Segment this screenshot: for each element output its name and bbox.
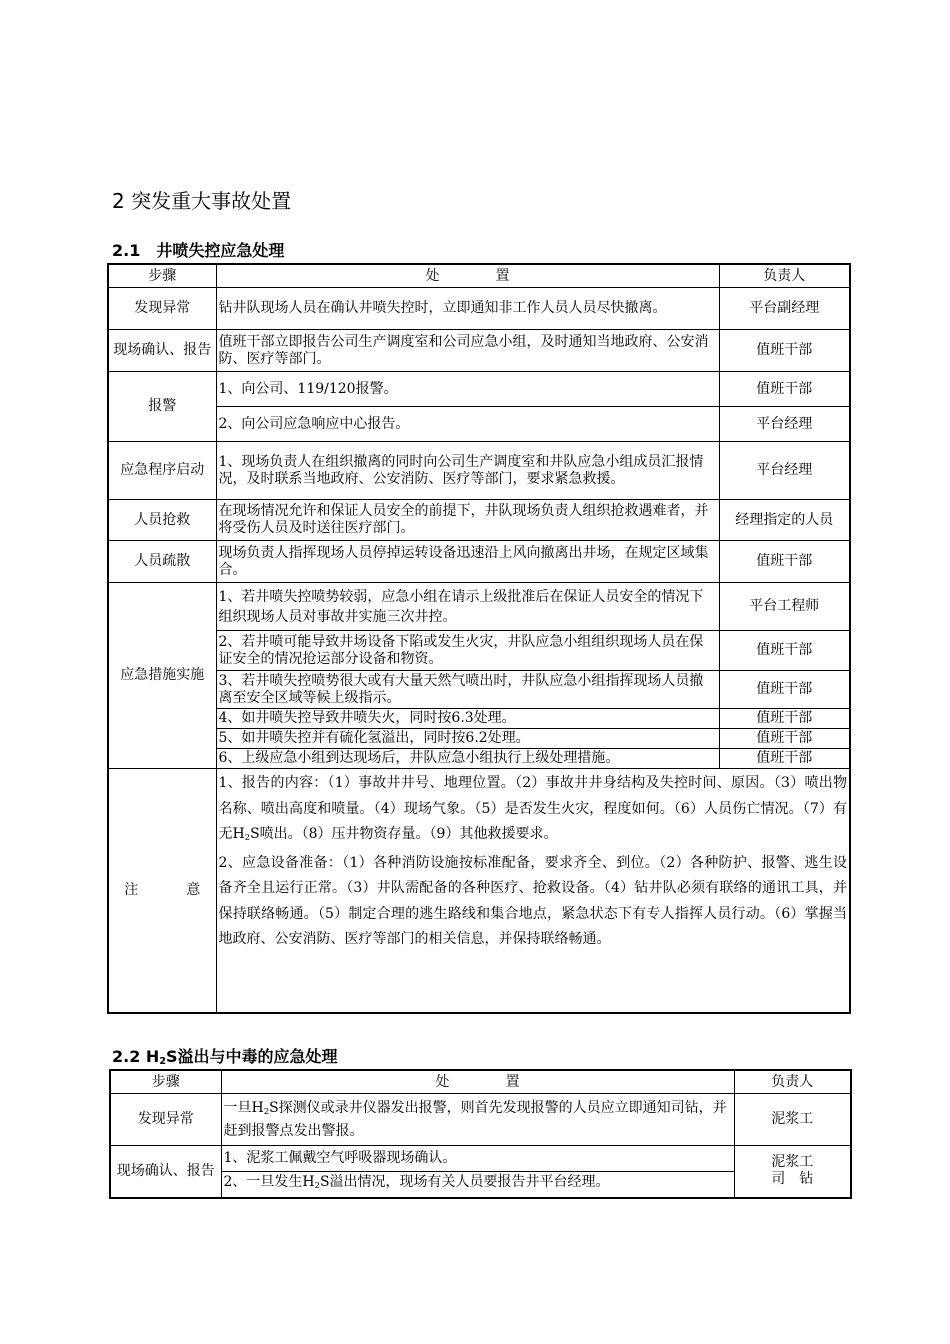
table-row <box>108 631 850 671</box>
table-row <box>108 442 850 500</box>
owner-cell: 泥浆工 <box>734 1094 851 1146</box>
owner-cell: 值班干部 <box>719 541 850 583</box>
note-row <box>108 769 850 1013</box>
table-row <box>108 500 850 541</box>
note-label-right: 意 <box>186 881 201 898</box>
step-cell: 现场确认、报告 <box>108 330 216 372</box>
subsection-title-well-blowout: 2.1 井喷失控应急处理 <box>112 241 285 260</box>
owner-cell: 值班干部 <box>719 729 850 749</box>
action-cell: 1、泥浆工佩戴空气呼吸器现场确认。 <box>221 1146 734 1172</box>
note-label-left: 注 <box>124 881 139 898</box>
table-row <box>108 583 850 631</box>
header-owner: 负责人 <box>734 1070 851 1094</box>
owner-cell: 值班干部 <box>719 671 850 709</box>
table-row <box>108 407 850 442</box>
action-cell: 3、若井喷失控喷势很大或有大量天然气喷出时，井队应急小组指挥现场人员撤离至安全区域等候上级指示。 <box>216 671 719 709</box>
section-title: 2 突发重大事故处置 <box>112 189 292 213</box>
owner-cell: 值班干部 <box>719 709 850 729</box>
table-row <box>108 729 850 749</box>
step-cell: 应急程序启动 <box>108 442 216 500</box>
step-cell: 应急措施实施 <box>108 583 216 769</box>
header-step: 步骤 <box>108 264 216 288</box>
note-label <box>108 769 216 1013</box>
owner-line: 司 钻 <box>771 1171 814 1188</box>
subsection-title-h2s: 2.2 $H_2S$溢出与中毒的应急处理 <box>112 1047 338 1067</box>
action-cell: 6、上级应急小组到达现场后，井队应急小组执行上级处理措施。 <box>216 749 719 769</box>
owner-line: 泥浆工 <box>771 1154 814 1171</box>
action-cell: 在现场情况允许和保证人员安全的前提下，井队现场负责人组织抢救遇难者，并将受伤人员及时送往医疗部门。 <box>216 500 719 541</box>
owner-cell: 平台工程师 <box>719 583 850 631</box>
header-action: 处 置 <box>221 1070 734 1094</box>
table-row <box>110 1146 851 1172</box>
owner-cell: 平台副经理 <box>719 288 850 330</box>
action-cell: 1、若井喷失控喷势较弱，应急小组在请示上级批准后在保证人员安全的情况下组织现场人员对事故井实施三次井控。 <box>216 583 719 631</box>
step-cell: 现场确认、报告 <box>110 1146 221 1198</box>
table-header-row <box>108 264 850 288</box>
table-header-row <box>110 1070 851 1094</box>
table-row <box>108 541 850 583</box>
owner-cell: 值班干部 <box>719 631 850 671</box>
action-cell: 1、向公司、119/120报警。 <box>216 372 719 407</box>
note-paragraph-equipment: 2、应急设备准备：（1）各种消防设施按标准配备，要求齐全、到位。（2）各种防护、报警、逃生设备齐全且运行正常。（3）井队需配备的各种医疗、抢救设备。（4）钻井队必须有联络的通讯工具，并保持联络畅通。（5）制定合理的逃生路线和集合地点，紧急状态下有专人指挥人员行动。（6）掌握当地政府、公安消防、医疗等部门的相关信息，并保持联络畅通。 <box>218 854 847 947</box>
header-action: 处 置 <box>216 264 719 288</box>
step-cell: 发现异常 <box>108 288 216 330</box>
action-cell: 值班干部立即报告公司生产调度室和公司应急小组，及时通知当地政府、公安消防、医疗等部门。 <box>216 330 719 372</box>
step-cell: 报警 <box>108 372 216 442</box>
header-step: 步骤 <box>110 1070 221 1094</box>
owner-cell <box>734 1146 851 1198</box>
table-row <box>108 709 850 729</box>
action-cell: 4、如井喷失控导致井喷失火，同时按6.3处理。 <box>216 709 719 729</box>
action-cell: 一旦$H_2S$探测仪或录井仪器发出报警，则首先发现报警的人员应立即通知司钻，并赶到报警点发出警报。 <box>221 1094 734 1146</box>
well-blowout-table <box>107 263 851 1014</box>
action-cell: 2、一旦发生$H_2S$溢出情况，现场有关人员要报告井平台经理。 <box>221 1172 734 1198</box>
note-content <box>216 769 850 1013</box>
table-row <box>108 288 850 330</box>
header-owner: 负责人 <box>719 264 850 288</box>
owner-cell: 值班干部 <box>719 372 850 407</box>
h2s-table <box>109 1069 852 1199</box>
step-cell: 人员疏散 <box>108 541 216 583</box>
table-row <box>108 330 850 372</box>
table-row <box>108 372 850 407</box>
table-row <box>108 671 850 709</box>
table-row <box>108 749 850 769</box>
owner-cell: 平台经理 <box>719 442 850 500</box>
owner-cell: 经理指定的人员 <box>719 500 850 541</box>
action-cell: 2、向公司应急响应中心报告。 <box>216 407 719 442</box>
action-cell: 钻井队现场人员在确认井喷失控时，立即通知非工作人员人员尽快撤离。 <box>216 288 719 330</box>
note-paragraph-report: 1、报告的内容：（1）事故井井号、地理位置。（2）事故井井身结构及失控时间、原因。（3）喷出物名称、喷出高度和喷量。（4）现场气象。（5）是否发生火灾，程度如何。（6）人员伤亡情况。（7）有无$H_2S$喷出。（8）压井物资存量。（9）其他救援要求。 <box>218 775 847 842</box>
action-cell: 现场负责人指挥现场人员停掉运转设备迅速沿上风向撤离出井场，在规定区域集合。 <box>216 541 719 583</box>
action-cell: 5、如井喷失控并有硫化氢溢出，同时按6.2处理。 <box>216 729 719 749</box>
owner-cell: 值班干部 <box>719 330 850 372</box>
table-row <box>110 1094 851 1146</box>
step-cell: 人员抢救 <box>108 500 216 541</box>
action-cell: 2、若井喷可能导致井场设备下陷或发生火灾，井队应急小组组织现场人员在保证安全的情况抢运部分设备和物资。 <box>216 631 719 671</box>
owner-cell: 值班干部 <box>719 749 850 769</box>
action-cell: 1、现场负责人在组织撤离的同时向公司生产调度室和井队应急小组成员汇报情况，及时联系当地政府、公安消防、医疗等部门，要求紧急救援。 <box>216 442 719 500</box>
step-cell: 发现异常 <box>110 1094 221 1146</box>
owner-cell: 平台经理 <box>719 407 850 442</box>
